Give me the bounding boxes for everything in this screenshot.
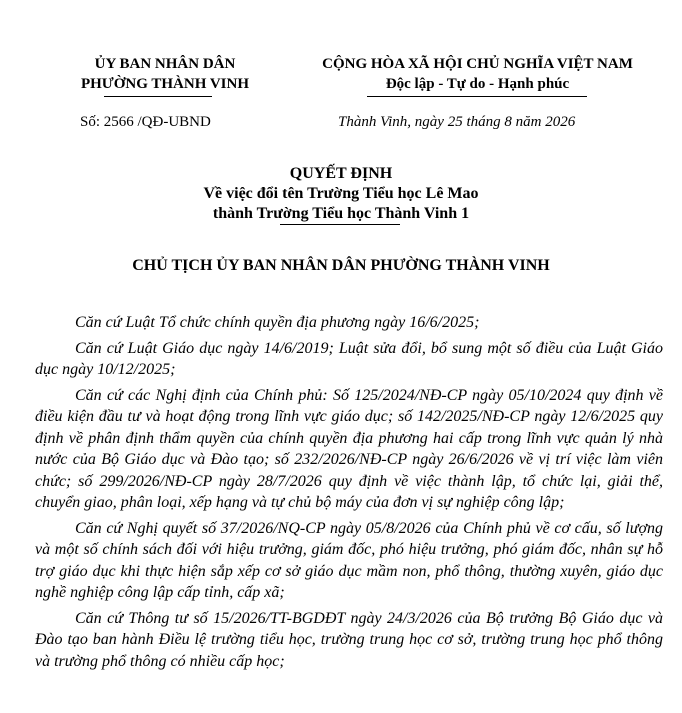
title-underline — [280, 224, 400, 225]
agency-name — [55, 54, 275, 94]
motto: Độc lập - Tự do - Hạnh phúc — [385, 76, 570, 92]
nation-name: CỘNG HÒA XÃ HỘI CHỦ NGHĨA VIỆT NAM — [322, 56, 633, 72]
motto-underline — [367, 96, 587, 97]
agency-line-2: PHƯỜNG THÀNH VINH — [80, 76, 250, 92]
document-title — [0, 164, 682, 224]
issuing-authority: CHỦ TỊCH ỦY BAN NHÂN DÂN PHƯỜNG THÀNH VINH — [132, 257, 550, 274]
basis-4: Căn cứ Nghị quyết số 37/2026/NQ-CP ngày 05/8/2026 của Chính phủ về cơ cấu, số lượng và một số chính sách đối với hiệu trưởng, giám đốc, phó hiệu trưởng, phó giám đốc, nhân sự hỗ trợ giáo dục khi thực hiện sắp xếp cơ sở giáo dục mầm non, phổ thông, thường xuyên, giáo dục nghề nghiệp công lập cấp tỉnh, cấp xã; — [35, 519, 663, 601]
basis-5: Căn cứ Thông tư số 15/2026/TT-BGDĐT ngày 24/3/2026 của Bộ trưởng Bộ Giáo dục và Đào tạo ban hành Điều lệ trường tiểu học, trường trung học cơ sở, trường trung học phổ thông và trường phổ thông có nhiều cấp học; — [35, 609, 663, 670]
place-date: Thành Vinh, ngày 25 tháng 8 năm 2026 — [338, 114, 576, 130]
legal-bases — [35, 312, 663, 676]
agency-line-1: ỦY BAN NHÂN DÂN — [94, 56, 236, 72]
basis-1: Căn cứ Luật Tổ chức chính quyền địa phương ngày 16/6/2025; — [75, 314, 480, 331]
national-heading — [285, 54, 670, 94]
subject-line-1: Về việc đổi tên Trường Tiểu học Lê Mao — [203, 185, 479, 202]
agency-underline — [104, 96, 212, 97]
basis-2: Căn cứ Luật Giáo dục ngày 14/6/2019; Luật sửa đổi, bổ sung một số điều của Luật Giáo dục ngày 10/12/2025; — [35, 339, 663, 378]
basis-3: Căn cứ các Nghị định của Chính phủ: Số 125/2024/NĐ-CP ngày 05/10/2024 quy định về điều kiện đầu tư và hoạt động trong lĩnh vực giáo dục; số 142/2025/NĐ-CP ngày 12/6/2025 quy định về phân định thẩm quyền của chính quyền địa phương hai cấp trong lĩnh vực quản lý nhà nước của Bộ Giáo dục và Đào tạo; số 232/2026/NĐ-CP ngày 26/6/2026 về vị trí việc làm viên chức; số 299/2026/NĐ-CP ngày 28/7/2026 quy định về việc thành lập, tổ chức lại, giải thể, chuyển giao, phân loại, xếp hạng và tự chủ bộ máy của đơn vị sự nghiệp công lập; — [35, 386, 663, 511]
subject-line-2: thành Trường Tiểu học Thành Vinh 1 — [212, 205, 470, 222]
decision-type: QUYẾT ĐỊNH — [289, 165, 393, 182]
doc-number: Số: 2566 /QĐ-UBND — [80, 114, 211, 130]
